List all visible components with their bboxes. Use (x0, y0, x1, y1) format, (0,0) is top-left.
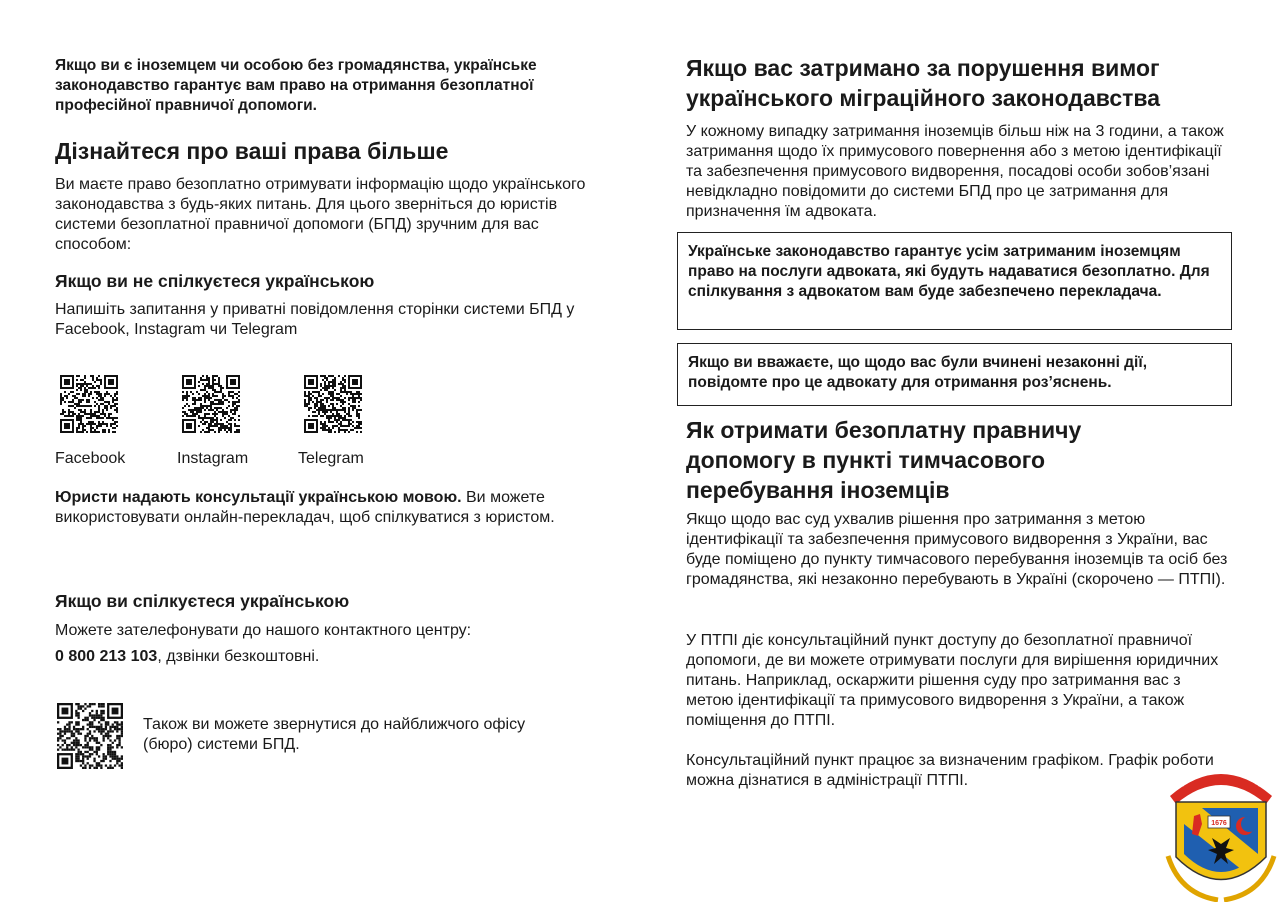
telegram-qr-code[interactable] (304, 375, 362, 433)
detain-heading: Якщо вас затримано за порушення вимог українського міграційного законодавства (686, 55, 1161, 111)
emblem-name: ПЕРВОМАЙСЬК (1177, 764, 1265, 790)
detain-text: У кожному випадку затримання іноземців більш ніж на 3 години, а також затримання щодо їх примусового повернення або з метою ідентифікації та забезпечення примусового видворення, посадові особи зобов’язані невідкладно повідомити до системи БПД про це затримання для призначення їм адвоката. (686, 123, 1224, 220)
emblem-year: 1676 (1211, 820, 1227, 827)
phone-line (55, 647, 595, 667)
office-qr-code[interactable] (57, 703, 123, 769)
rights-heading: Дізнайтеся про ваші права більше (55, 138, 449, 164)
consult-text (55, 488, 585, 528)
instagram-qr-code[interactable] (182, 375, 240, 433)
ukrainian-text: Можете зателефонувати до нашого контактного центру: (55, 622, 472, 639)
facebook-qr-code[interactable] (60, 375, 118, 433)
instagram-label: Instagram (177, 450, 249, 467)
ukrainian-heading: Якщо ви спілкуєтеся українською (55, 591, 350, 611)
illegal-actions-box: Якщо ви вважаєте, що щодо вас були вчинені незаконні дії, повідомте про це адвокату для отримання роз’яснень. (677, 343, 1232, 406)
office-text: Також ви можете звернутися до найближчого офісу (бюро) системи БПД. (143, 716, 526, 753)
non-ukrainian-heading: Якщо ви не спілкуєтеся українською (55, 271, 375, 291)
rights-text: Ви маєте право безоплатно отримувати інформацію щодо українського законодавства з будь-яких питань. Для цього зверніться до юристів системи безоплатної правничої допомоги (БПД) зручним для вас способом: (55, 176, 586, 253)
facebook-label: Facebook (55, 450, 126, 467)
consult-rest: Ви можете використовувати онлайн-перекладач, щоб спілкуватися з юристом. (55, 489, 555, 526)
non-ukrainian-text: Напишіть запитання у приватні повідомлення сторінки системи БПД у Facebook, Instagram чи Telegram (55, 301, 575, 338)
ptpi-paragraph-1: Якщо щодо вас суд ухвалив рішення про затримання з метою ідентифікації та забезпечення примусового видворення з України, вас буде поміщено до пункту тимчасового перебування іноземців та осіб без громадянства, які незаконно перебувають в Україні (скорочено — ПТПІ). (686, 511, 1228, 588)
telegram-label: Telegram (298, 450, 364, 467)
phone-number[interactable]: 0 800 213 103 (55, 648, 158, 665)
phone-rest: , дзвінки безкоштовні. (157, 648, 320, 665)
ptpi-paragraph-3: Консультаційний пункт працює за визначеним графіком. Графік роботи можна дізнатися в адміністрації ПТПІ. (686, 752, 1214, 789)
city-emblem-icon (1162, 752, 1280, 902)
intro-text: Якщо ви є іноземцем чи особою без громадянства, українське законодавство гарантує вам право на отримання безоплатної професійної правничої допомоги. (55, 57, 537, 114)
lawyer-guarantee-box: Українське законодавство гарантує усім затриманим іноземцям право на послуги адвоката, які будуть надаватися безоплатно. Для спілкування з адвокатом вам буде забезпечено перекладача. (677, 232, 1232, 330)
consult-bold: Юристи надають консультації українською мовою. (55, 489, 462, 506)
ptpi-heading: Як отримати безоплатну правничу допомогу в пункті тимчасового перебування іноземців (686, 417, 1082, 503)
ptpi-paragraph-2: У ПТПІ діє консультаційний пункт доступу до безоплатної правничої допомоги, де ви можете отримувати послуги для вирішення юридичних питань. Наприклад, оскаржити рішення суду про затримання вас з метою ідентифікації та примусового видворення з України, а також поміщення до ПТПІ. (686, 632, 1219, 729)
